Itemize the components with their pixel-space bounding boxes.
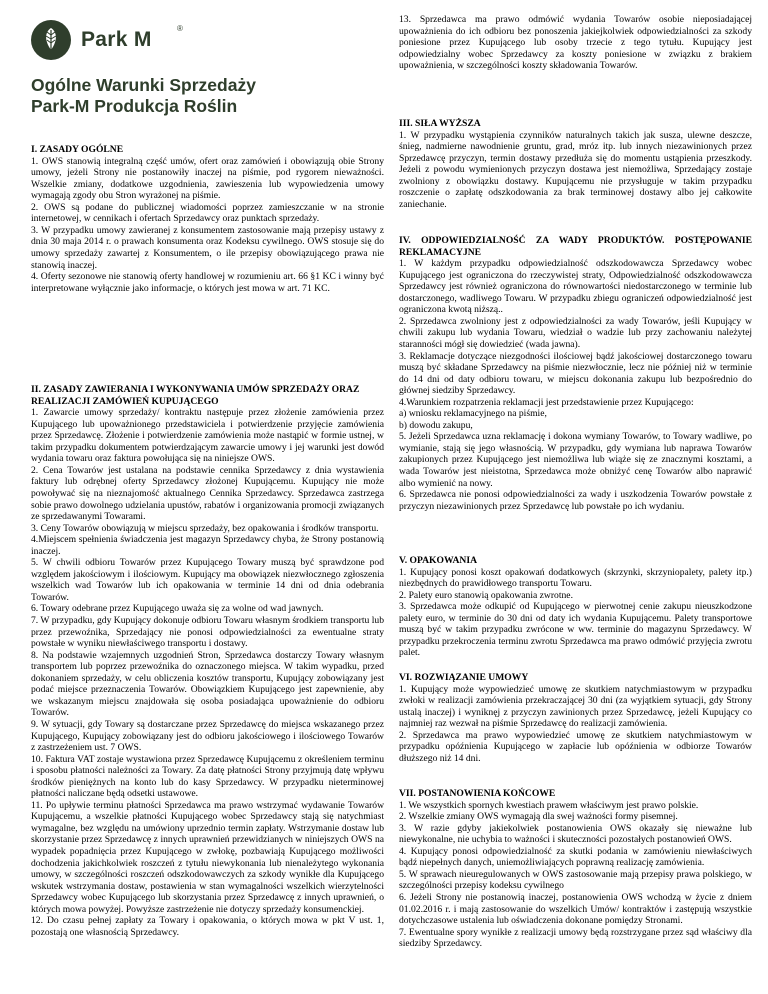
section-final-provisions [399, 788, 752, 950]
paragraph: a) wniosku reklamacyjnego na piśmie, [399, 408, 547, 420]
paragraph: 1. OWS stanowią integralną część umów, ofert oraz zamówień i obowiązują obie Strony umowy, jeżeli Strony nie postanowiły inaczej na piśmie, pod rygorem nieważności. Wszelkie zmiany, dodatkowe uzgodnienia, zawieszenia lub wypowiedzenia umowy wymagają zgody obu Stron wyrażonej na piśmie. [31, 155, 384, 202]
paragraph: 4. Oferty sezonowe nie stanowią oferty handlowej w rozumieniu art. 66 §1 KC i winny być interpretowane wyłącznie jako informacje, o których jest mowa w art. 71 KC. [31, 271, 384, 294]
paragraph: 3. Reklamacje dotyczące niezgodności ilościowej bądź jakościowej dostarczonego towaru muszą być składane Sprzedawcy na piśmie niezwłocznie, lecz nie później niż w terminie do 14 dni od daty odbioru towaru, w miejscu dokonania zakupu lub bezpośrednio do głównej siedziby Sprzedawcy. [399, 350, 752, 397]
paragraph: 2. Wszelkie zmiany OWS wymagają dla swej ważności formy pisemnej. [399, 811, 678, 823]
section-packaging [399, 555, 752, 659]
paragraph: 4.Warunkiem rozpatrzenia reklamacji jest przedstawienie przez Kupującego: [399, 396, 694, 408]
section-title: II. ZASADY ZAWIERANIA I WYKONYWANIA UMÓW SPRZEDAŻY ORAZ REALIZACJI ZAMÓWIEŃ KUPUJĄCEGO [31, 384, 360, 407]
leaf-logo-icon [31, 20, 71, 60]
section-title: V. OPAKOWANIA [399, 555, 477, 566]
paragraph: b) dowodu zakupu, [399, 419, 473, 431]
paragraph: 4.Miejscem spełnienia świadczenia jest magazyn Sprzedawcy chyba, że Strony postanowią inaczej. [31, 534, 384, 557]
paragraph: 1. W przypadku wystąpienia czynników naturalnych takich jak susza, ulewne deszcze, śnieg, nadmierne nawodnienie gruntu, grad, mróz itp. lub innych niezawinionych przez Sprzedawcę przyczyn, termin dostawy przedłuża się do momentu ustąpienia przeszkody. Jeżeli z powodu wymienionych przyczyn dostawa jest niemożliwa, Sprzedający zostaje zwolniony z obowiązku dostawy. Kupującemu nie przysługuje w takim przypadku roszczenie o zapłatę odszkodowania za brak terminowej dostawy albo jej całkowite zaniechanie. [399, 129, 752, 210]
paragraph: 2. OWS są podane do publicznej wiadomości poprzez zamieszczanie w na stronie internetowej, w cennikach i ofertach Sprzedawcy oraz punktach sprzedaży. [31, 201, 384, 225]
page-title: Ogólne Warunki Sprzedaży [31, 75, 256, 95]
logo-text: Park M [81, 28, 152, 51]
paragraph: 6. Jeżeli Strony nie postanowią inaczej, postanowienia OWS wchodzą w życie z dniem 01.02.2016 r. i mają zastosowanie do wszelkich Umów/ kontraktów i zastępują wszystkie dotychczasowe ustalenia lub oświadczenia dokonane pomiędzy Stronami. [399, 891, 752, 927]
paragraph: 3. W przypadku umowy zawieranej z konsumentem zastosowanie mają przepisy ustawy z dnia 30 maja 2014 r. o prawach konsumenta oraz Kodeksu cywilnego. OWS stosuje się do umowy sprzedaży zawartej z Konsumentem, o ile przepisy obowiązującego prawa nie stanowią inaczej. [31, 224, 384, 271]
paragraph: 5. W chwili odbioru Towarów przez Kupującego Towary muszą być sprawdzone pod względem jakościowym i ilościowym. Kupujący ma obowiązek niezwłocznego zgłoszenia wszelkich wad Towarów lub ich opakowania w terminie 14 dni od dnia odebrania Towarów. [31, 557, 384, 603]
page-subtitle: Park-M Produkcja Roślin [31, 96, 238, 116]
section-termination [399, 672, 752, 764]
paragraph: 7. W przypadku, gdy Kupujący dokonuje odbioru Towaru własnym środkiem transportu lub przez przewoźnika, Sprzedający nie ponosi odpowiedzialności za ewentualne straty powstałe w wyniku niewłaściwego transportu i dostawy. [31, 615, 384, 650]
section-general [31, 144, 384, 294]
paragraph: 12. Do czasu pełnej zapłaty za Towary i opakowania, o których mowa w pkt V ust. 1, pozostają one własnością Sprzedawcy. [31, 915, 384, 938]
paragraph: 7. Ewentualne spory wynikłe z realizacji umowy będą rozstrzygane przez sąd właściwy dla siedziby Sprzedawcy. [399, 926, 752, 950]
paragraph: 3. W razie gdyby jakiekolwiek postanowienia OWS okazały się nieważne lub niewykonalne, nie uchybia to ważności i skuteczności pozostałych postanowień OWS. [399, 822, 752, 846]
section-title: IV. ODPOWIEDZIALNOŚĆ ZA WADY PRODUKTÓW. POSTĘPOWANIE REKLAMACYJNE [399, 235, 752, 258]
section-title: VII. POSTANOWIENIA KOŃCOWE [399, 788, 556, 799]
paragraph: 3. Sprzedawca może odkupić od Kupującego w pierwotnej cenie zakupu nieuszkodzone palety euro, w terminie do 30 dni od daty ich wydania Kupującemu. Palety transportowe muszą być w takim przypadku zwrócone w ww. terminie do magazynu Sprzedawcy. W przypadku przekroczenia terminu zwrotu Sprzedawca ma prawo odmówić przyjęcia zwrotu palet. [399, 601, 752, 659]
section-contracts [31, 384, 384, 938]
section-force-majeure [399, 118, 752, 210]
paragraph: 9. W sytuacji, gdy Towary są dostarczane przez Sprzedawcę do miejsca wskazanego przez Kupującego, Kupujący zobowiązany jest do odbioru jakościowego i ilościowego Towarów z zastrzeżeniem ust. 7 OWS. [31, 718, 384, 754]
paragraph: 2. Sprzedawca zwolniony jest z odpowiedzialności za wady Towarów, jeśli Kupujący w chwili zakupu lub wydania Towaru, wiedział o wadzie lub przy zachowaniu należytej staranności mógł się dowiedzieć (wada jawna). [399, 315, 752, 351]
paragraph: 10. Faktura VAT zostaje wystawiona przez Sprzedawcę Kupującemu z określeniem terminu i sposobu płatności należności za Towary. Za datę płatności Strony przyjmują datę wpływu środków pieniężnych na konto lub do kasy Sprzedawcy. W przypadku nieterminowej płatności naliczane będą odsetki ustawowe. [31, 753, 384, 800]
paragraph: 3. Ceny Towarów obowiązują w miejscu sprzedaży, bez opakowania i środków transportu. [31, 522, 379, 534]
paragraph: 5. W sprawach nieuregulowanych w OWS zastosowanie mają przepisy prawa polskiego, w szczególności przepisy kodeksu cywilnego [399, 868, 752, 892]
paragraph: 4. Kupujący ponosi odpowiedzialność za skutki podania w zamówieniu niewłaściwych bądź niepełnych danych, uniemożliwiających poprawną realizację zamówienia. [399, 845, 752, 869]
section-title: III. SIŁA WYŻSZA [399, 118, 481, 129]
paragraph: 1. Kupujący ponosi koszt opakowań dodatkowych (skrzynki, skrzyniopalety, palety itp.) niezbędnych do prawidłowego transportu Towaru. [399, 566, 752, 590]
paragraph: 6. Towary odebrane przez Kupującego uważa się za wolne od wad jawnych. [31, 603, 324, 615]
paragraph: 2. Sprzedawca ma prawo wypowiedzieć umowę ze skutkiem natychmiastowym w przypadku opóźnienia Kupującego w zapłacie lub opóźnienia w odbiorze Towarów dłuższego niż 14 dni. [399, 729, 752, 764]
paragraph: 13. Sprzedawca ma prawo odmówić wydania Towarów osobie nieposiadającej upoważnienia do ich odbioru bez ponoszenia jakiejkolwiek odpowiedzialności za szkody poniesione przez Kupującego lub osoby trzecie z tego tytułu. Kupujący jest odpowiedzialny wobec Sprzedawcy za koszty poniesione w związku z brakiem upoważnienia, w szczególności koszty składowania Towarów. [399, 14, 752, 72]
paragraph: 8. Na podstawie wzajemnych uzgodnień Stron, Sprzedawca dostarczy Towary własnym transportem lub poprzez przewoźnika do oznaczonego miejsca. W takim wypadku, przed dokonaniem sprzedaży, w celu obliczenia kosztów transportu, Kupujący zobowiązany jest podać miejsce przeznaczenia Towarów. Obowiązkiem Kupującego jest zapewnienie, aby we wskazanym miejscu znajdowała się osoba posiadająca upoważnienie do odbioru Towarów. [31, 649, 384, 719]
registered-mark: ® [177, 24, 183, 33]
section-title: VI. ROZWIĄZANIE UMOWY [399, 672, 529, 683]
paragraph: 1. W każdym przypadku odpowiedzialność odszkodowawcza Sprzedawcy wobec Kupującego jest ograniczona do rzeczywistej straty, Odpowiedzialność odszkodowawcza Sprzedawcy jest również ograniczona do równowartości niedostarczonego w terminie lub dostarczonego, wadliwego Towaru. W przypadku zbiegu ograniczeń odpowiedzialność jest ograniczona kwotą niższą.. [399, 258, 752, 316]
paragraph: 2. Palety euro stanowią opakowania zwrotne. [399, 589, 573, 601]
paragraph: 2. Cena Towarów jest ustalana na podstawie cennika Sprzedawcy z dnia wystawienia faktury lub odrębnej oferty Sprzedawcy złożonej Kupującemu. Kupujący nie może powoływać się na nieznajomość aktualnego Cennika Sprzedawcy. Sprzedawca zastrzega sobie prawo dowolnego udzielania upustów, rabatów i organizowania promocji związanych ze sprzedawanymi Towarami. [31, 464, 384, 523]
paragraph: 6. Sprzedawca nie ponosi odpowiedzialności za wady i uszkodzenia Towarów powstałe z przyczyn niezawinionych przez Sprzedawcę lub powstałe po ich wydaniu. [399, 489, 752, 512]
paragraph: 11. Po upływie terminu płatności Sprzedawca ma prawo wstrzymać wydawanie Towarów Kupującemu, a wszelkie płatności Kupującego wobec Sprzedawcy stają się natychmiast wymagalne, bez względu na umówiony uprzednio termin zapłaty. Wstrzymanie dostaw lub skorzystanie przez Sprzedawcę z innych uprawnień przewidzianych w niniejszych OWS na wypadek popadnięcia przez Kupującego w zwłokę, pozbawiają Kupującego możliwości dochodzenia jakichkolwiek roszczeń z tytułu niewykonania lub nienależytego wykonania umowy, w szczególności roszczeń odszkodowawczych za szkody wynikłe dla Kupującego wskutek wstrzymania dostaw, postawienia w stan wymagalności wszelkich wierzytelności Sprzedawcy wobec Kupującego lub skorzystania przez Sprzedawcę z innych uprawnień, o których mowa powyżej. Powyższe zastrzeżenie nie dotyczy sprzedaży konsumenckiej. [31, 799, 384, 915]
paragraph: 1. Kupujący może wypowiedzieć umowę ze skutkiem natychmiastowym w przypadku zwłoki w realizacji zamówienia przekraczającej 30 dni (za wyjątkiem sytuacji, gdy Strony ustalą inaczej) i wyniknęj z przyczyn zawinionych przez Sprzedawcę, jeżeli Kupujący co najmniej raz wezwał na piśmie Sprzedawcę do realizacji zamówienia. [399, 683, 752, 730]
park-m-logo [31, 20, 231, 62]
section-contracts-continued [399, 14, 752, 72]
paragraph: 1. Zawarcie umowy sprzedaży/ kontraktu następuje przez złożenie zamówienia przez Kupującego lub upoważnionego przedstawiciela i potwierdzenie przyjęcie zamówienia przez Sprzedawcę. Złożenie i potwierdzenie zamówienia może nastąpić w formie ustnej, w takim przypadku dokumentem potwierdzającym zawarcie umowy i jej warunki jest dowód wydania towaru oraz faktura powołująca się na niniejsze OWS. [31, 407, 384, 465]
section-liability [399, 235, 752, 512]
paragraph: 5. Jeżeli Sprzedawca uzna reklamację i dokona wymiany Towarów, to Towary wadliwe, po wymianie, stają się jego własnością. W przypadku, gdy wymiana lub naprawa Towarów zakupionych przez Kupującego jest niemożliwa lub wiąże się ze znacznymi kosztami, a wada Towarów jest nieistotna, Sprzedawca może obniżyć cenę Towarów albo naprawić albo wymienić na nowy. [399, 431, 752, 489]
section-title: I. ZASADY OGÓLNE [31, 144, 124, 155]
paragraph: 1. We wszystkich spornych kwestiach prawem właściwym jest prawo polskie. [399, 799, 699, 811]
